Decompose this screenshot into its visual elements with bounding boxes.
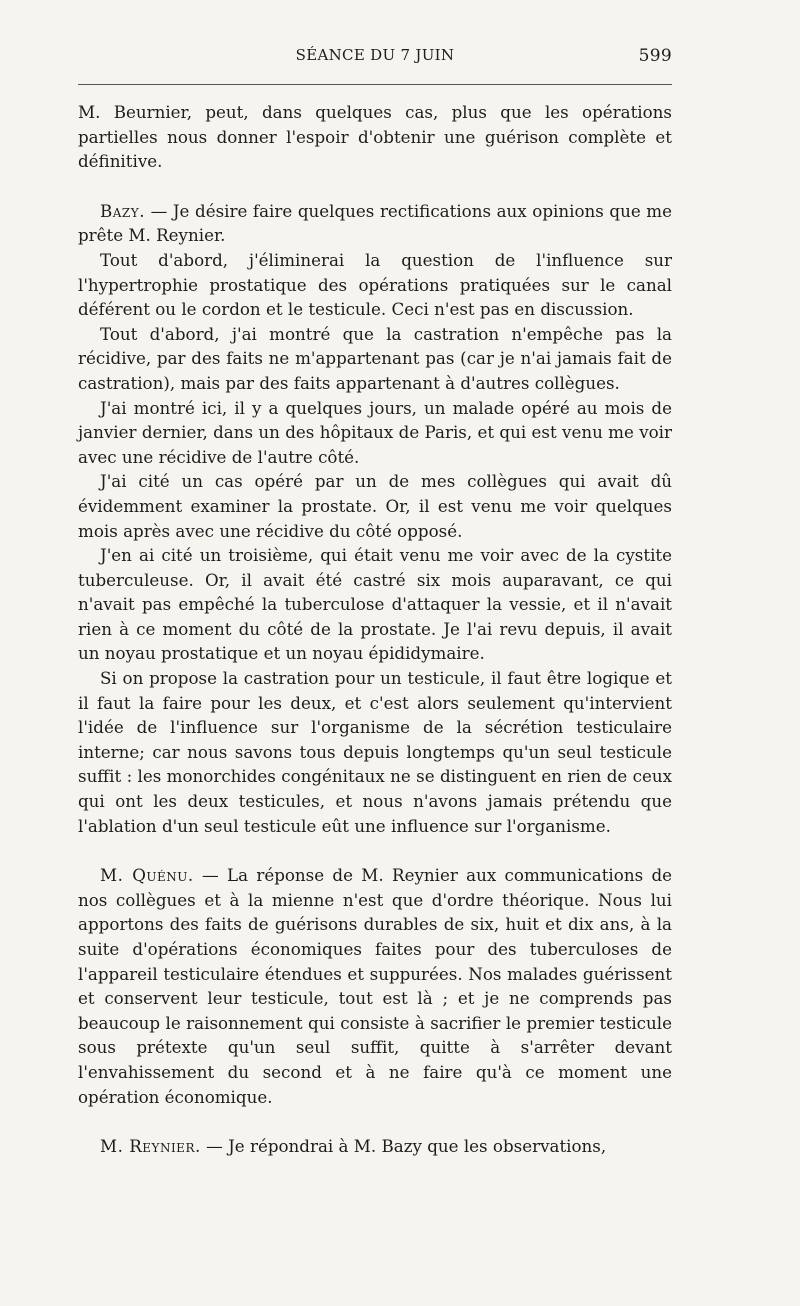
paragraph-text: J'en ai cité un troisième, qui était venu me voir avec de la cystite tuberculeuse. Or, il avait été castré six mois auparavant, ce qui n'avait pas empêché la tuberculose d'attaquer la vessie, et il n'avait rien à ce moment du côté de la prostate. Je l'ai revu depuis, il avait un noyau prostatique et un noyau épididymaire. [78,545,672,664]
paragraph-continuation [78,100,672,174]
paragraph-text: — Je répondrai à M. Bazy que les observations, [200,1136,607,1157]
body-text [78,100,672,1159]
paragraph [78,543,672,666]
paragraph-bazy [78,199,672,248]
paragraph [78,396,672,470]
paragraph-reynier [78,1134,672,1159]
paragraph-quenu [78,863,672,1109]
paragraph [78,248,672,322]
paragraph-text: — Je désire faire quelques rectifications aux opinions que me prête M. Reynier. [78,200,672,246]
paragraph-text: M. Beurnier, peut, dans quelques cas, plus que les opérations partielles nous donner l'espoir d'obtenir une guérison complète et définitive. [78,102,672,172]
speaker-name: M. Reynier. [100,1136,201,1157]
paragraph-text: Tout d'abord, j'éliminerai la question de l'influence sur l'hypertrophie prostatique des opérations pratiquées sur le canal déférent ou le cordon et le testicule. Ceci n'est pas en discussion. [78,249,672,320]
paragraph-text: Si on propose la castration pour un testicule, il faut être logique et il faut la faire pour les deux, et c'est alors seulement qu'intervient l'idée de l'influence sur l'organisme de la sécrétion testiculaire interne; car nous savons tous depuis longtemps qu'un seul testicule suffit : les monorchides congénitaux ne se distinguent en rien de ceux qui ont les deux testicules, et nous n'avons jamais prétendu que l'ablation d'un seul testicule eût une influence sur l'organisme. [78,668,672,836]
speaker-name: M. Quénu. [100,865,194,886]
paragraph [78,469,672,543]
paragraph-text: J'ai montré ici, il y a quelques jours, un malade opéré au mois de janvier dernier, dans un des hôpitaux de Paris, et qui est venu me voir avec une récidive de l'autre côté. [78,397,672,467]
header-rule [78,84,672,85]
running-title: SÉANCE DU 7 JUIN [295,46,455,64]
speaker-name: Bazy. [100,200,145,221]
paragraph [78,322,672,396]
paragraph-text: Tout d'abord, j'ai montré que la castration n'empêche pas la récidive, par des faits ne m'appartenant pas (car je n'ai jamais fait de castration), mais par des faits appartenant à d'autres collègues. [78,323,672,393]
running-header [78,46,672,70]
paragraph [78,666,672,838]
paragraph-text: — La réponse de M. Reynier aux communications de nos collègues et à la mienne n'est que d'ordre théorique. Nous lui apportons des faits de guérisons durables de six, huit et dix ans, à la suite d'opérations économiques faites pour des tuberculoses de l'appareil testiculaire étendues et suppurées. Nos malades guérissent et conservent leur testicule, tout est là ; et je ne comprends pas beaucoup le raisonnement qui consiste à sacrifier le premier testicule sous prétexte qu'un seul suffit, quitte à s'arrêter devant l'envahissement du second et à ne faire qu'à ce moment une opération économique. [78,865,673,1107]
page-number: 599 [638,46,672,66]
paragraph-text: J'ai cité un cas opéré par un de mes collègues qui avait dû évidemment examiner la prostate. Or, il est venu me voir quelques mois après avec une récidive du côté opposé. [78,471,672,541]
